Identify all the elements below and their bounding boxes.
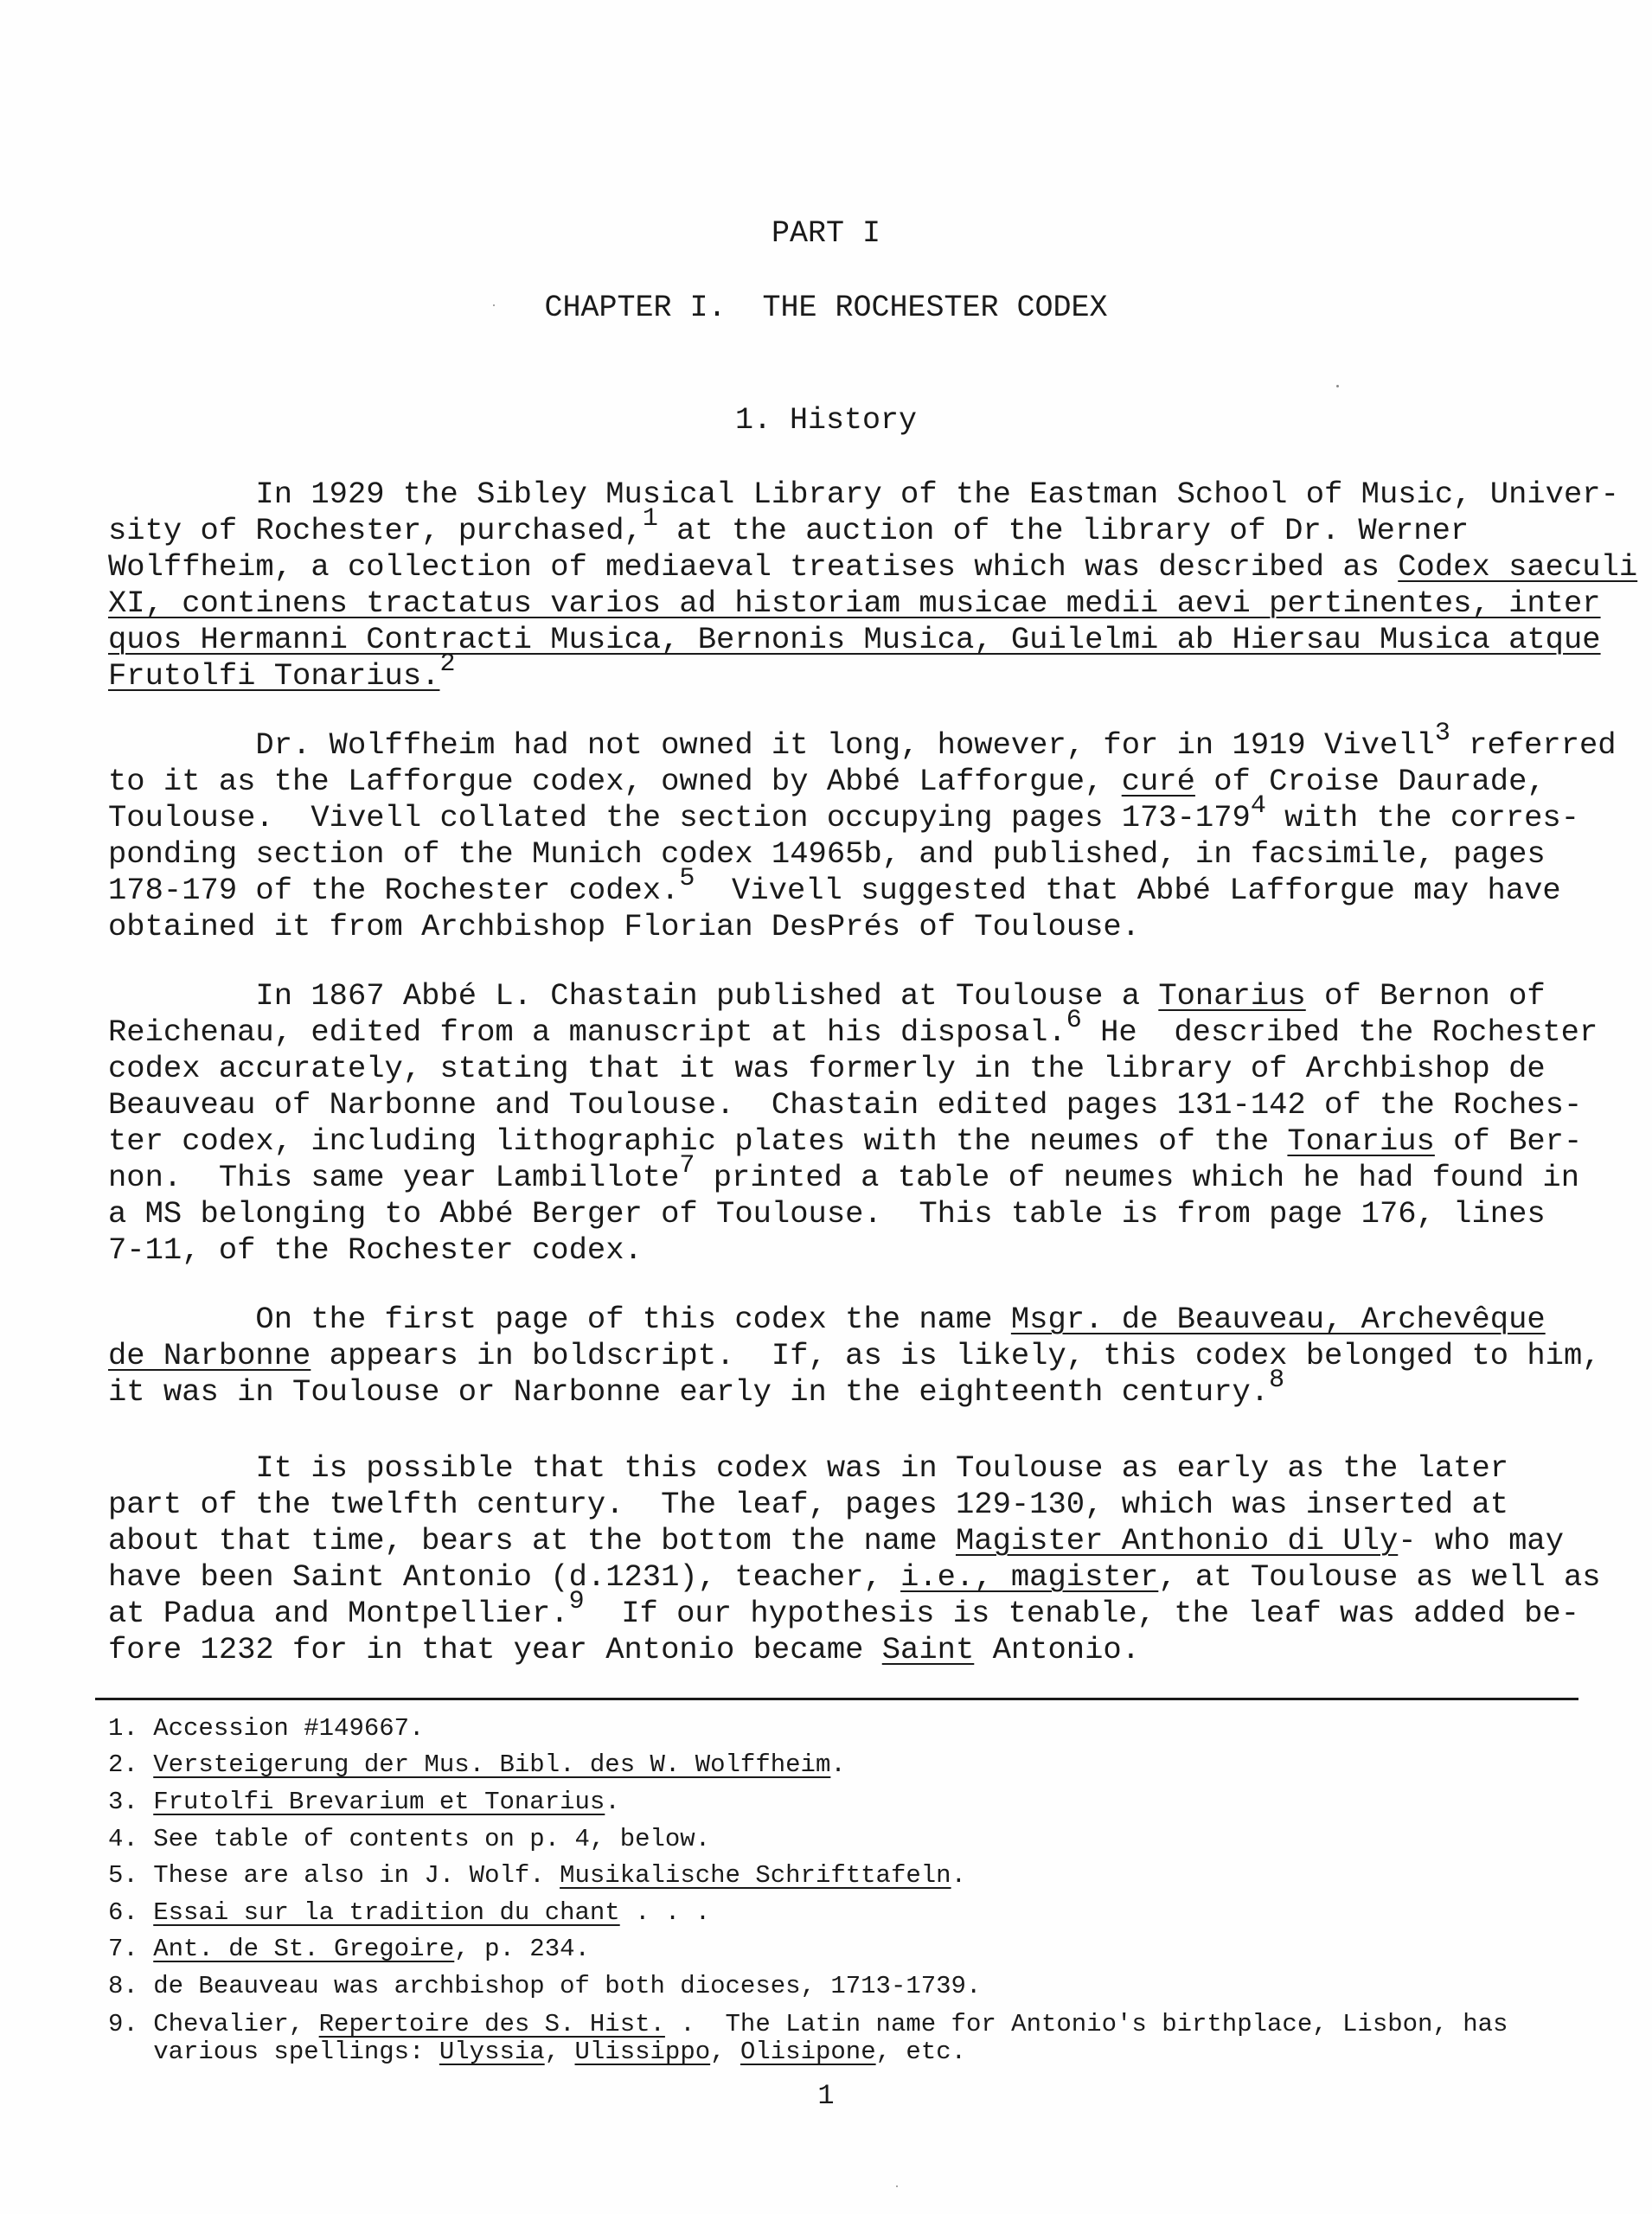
- part-heading: PART I: [771, 216, 881, 251]
- footnote-line: [108, 1825, 710, 1854]
- text-run: . The Latin name for Antonio's birthplace, Lisbon, has: [664, 2010, 1508, 2038]
- footnote-ref: 7: [679, 1151, 695, 1181]
- underlined-text: Repertoire des S. Hist.: [318, 2010, 665, 2038]
- text-run: appears in boldscript. If, as is likely, this codex belonged to him,: [311, 1338, 1601, 1373]
- text-run: .: [951, 1861, 966, 1890]
- underlined-text: Olisipone: [740, 2038, 876, 2066]
- text-run: ,: [710, 2038, 740, 2066]
- text-run: obtained it from Archbishop Florian DesPrés of Toulouse.: [108, 909, 1140, 944]
- body-line: [108, 1451, 1508, 1486]
- footnote-line: [108, 1861, 966, 1891]
- underlined-text: Ant. de St. Gregoire: [153, 1935, 455, 1963]
- page-number: 1: [817, 2080, 835, 2112]
- text-run: On the first page of this codex the name: [108, 1302, 1011, 1337]
- body-line: [108, 1233, 643, 1268]
- underlined-text: quos Hermanni Contracti Musica, Bernonis Musica, Guilelmi ab Hiersau Musica atque: [108, 622, 1601, 657]
- body-line: [108, 1151, 1580, 1197]
- footnote-ref: 4: [1250, 791, 1266, 821]
- underlined-text: curé: [1121, 764, 1195, 799]
- underlined-text: Magister Anthonio di Uly: [955, 1523, 1399, 1558]
- text-run: It is possible that this codex was in Toulouse as early as the later: [108, 1450, 1509, 1486]
- underlined-text: Versteigerung der Mus. Bibl. des W. Wolffheim: [153, 1750, 831, 1779]
- footnote-ref: 1: [642, 504, 658, 534]
- footnote-divider: [95, 1698, 1578, 1700]
- body-line: [108, 1339, 1601, 1373]
- text-run: 4. See table of contents on p. 4, below.: [108, 1825, 711, 1853]
- text-run: 5. These are also in J. Wolf.: [108, 1861, 560, 1890]
- underlined-text: Ulissippo: [574, 2038, 711, 2066]
- text-run: Wolffheim, a collection of mediaeval treatises which was described as: [108, 549, 1399, 585]
- underlined-text: Tonarius: [1158, 978, 1306, 1014]
- text-run: In 1867 Abbé L. Chastain published at Toulouse a: [108, 978, 1159, 1014]
- body-line: [108, 1366, 1285, 1411]
- text-run: with the corres-: [1265, 800, 1580, 835]
- underlined-text: Musikalische Schrifttafeln: [560, 1861, 951, 1890]
- body-line: [108, 910, 1140, 944]
- text-run: . . .: [619, 1898, 711, 1927]
- footnote-line: [108, 1750, 846, 1780]
- paper-speck: [896, 2185, 898, 2187]
- body-line: [108, 623, 1601, 657]
- footnote-line: [108, 1788, 620, 1817]
- footnote-line: [108, 1972, 981, 2001]
- text-run: of Ber-: [1434, 1123, 1583, 1159]
- text-run: Reichenau, edited from a manuscript at his disposal.: [108, 1014, 1066, 1050]
- body-line: [108, 1488, 1508, 1522]
- text-run: If our hypothesis is tenable, the leaf was added be-: [584, 1596, 1579, 1631]
- underlined-text: i.e., magister: [900, 1559, 1159, 1595]
- text-run: 178-179 of the Rochester codex.: [108, 873, 680, 908]
- text-run: to it as the Lafforgue codex, owned by Abbé Lafforgue,: [108, 764, 1122, 799]
- body-line: [108, 791, 1580, 837]
- text-run: about that time, bears at the bottom the name: [108, 1523, 956, 1558]
- paper-speck: [493, 304, 495, 306]
- text-run: various spellings:: [108, 2038, 439, 2066]
- footnote-line: [108, 1935, 590, 1964]
- body-line: [108, 1052, 1546, 1086]
- text-run: ter codex, including lithographic plates with the neumes of the: [108, 1123, 1288, 1159]
- chapter-heading: CHAPTER I. THE ROCHESTER CODEX: [544, 291, 1108, 325]
- footnote-ref: 8: [1269, 1366, 1285, 1395]
- underlined-text: Ulyssia: [439, 2038, 545, 2066]
- footnote-line: [108, 2010, 1508, 2039]
- text-run: 6.: [108, 1898, 154, 1927]
- text-run: of Bernon of: [1305, 978, 1546, 1014]
- underlined-text: Essai sur la tradition du chant: [153, 1898, 620, 1927]
- underlined-text: de Narbonne: [108, 1338, 311, 1373]
- footnote-ref: 6: [1066, 1006, 1082, 1035]
- body-line: [108, 1587, 1579, 1633]
- footnote-line: [108, 1898, 710, 1928]
- text-run: non. This same year Lambillote: [108, 1160, 680, 1195]
- text-run: it was in Toulouse or Narbonne early in the eighteenth century.: [108, 1374, 1270, 1410]
- text-run: Toulouse. Vivell collated the section occupying pages 173-179: [108, 800, 1251, 835]
- body-line: [108, 586, 1601, 621]
- underlined-text: Codex saeculi: [1398, 549, 1638, 585]
- body-line: [108, 1088, 1582, 1123]
- text-run: - who may: [1398, 1523, 1564, 1558]
- text-run: a MS belonging to Abbé Berger of Toulouse. This table is from page 176, lines: [108, 1196, 1546, 1232]
- body-line: [108, 504, 1470, 550]
- text-run: sity of Rochester, purchased,: [108, 513, 643, 548]
- text-run: 7-11, of the Rochester codex.: [108, 1232, 643, 1268]
- text-run: 1. Accession #149667.: [108, 1714, 425, 1743]
- text-run: 8. de Beauveau was archbishop of both dioceses, 1713-1739.: [108, 1972, 982, 2000]
- body-line: [108, 1006, 1598, 1052]
- underlined-text: Tonarius: [1287, 1123, 1435, 1159]
- text-run: at Padua and Montpellier.: [108, 1596, 569, 1631]
- text-run: ponding section of the Munich codex 14965b, and published, in facsimile, pages: [108, 836, 1546, 872]
- text-run: referred: [1450, 727, 1617, 763]
- footnote-ref: 2: [439, 649, 456, 679]
- body-line: [108, 1302, 1546, 1337]
- body-line: [108, 1124, 1582, 1159]
- text-run: at the auction of the library of Dr. Werner: [657, 513, 1470, 548]
- body-line: [108, 765, 1546, 799]
- body-line: [108, 864, 1561, 910]
- text-run: 9. Chevalier,: [108, 2010, 319, 2038]
- footnote-line: [108, 2038, 966, 2067]
- underlined-text: Saint: [881, 1632, 975, 1667]
- body-line: [108, 1560, 1601, 1595]
- text-run: , etc.: [875, 2038, 967, 2066]
- text-run: .: [605, 1788, 620, 1816]
- body-line: [108, 979, 1546, 1014]
- body-line: [108, 1524, 1564, 1558]
- text-run: Antonio.: [974, 1632, 1141, 1667]
- text-run: 2.: [108, 1750, 154, 1779]
- text-run: fore 1232 for in that year Antonio became: [108, 1632, 882, 1667]
- body-line: [108, 649, 456, 695]
- text-run: have been Saint Antonio (d.1231), teacher,: [108, 1559, 901, 1595]
- text-run: part of the twelfth century. The leaf, pages 129-130, which was inserted at: [108, 1487, 1509, 1522]
- footnote-ref: 9: [568, 1587, 585, 1616]
- text-run: , p. 234.: [454, 1935, 590, 1963]
- text-run: In 1929 the Sibley Musical Library of the Eastman School of Music, Univer-: [108, 477, 1619, 512]
- body-line: [108, 1197, 1546, 1232]
- text-run: , at Toulouse as well as: [1158, 1559, 1601, 1595]
- paper-speck: [1336, 385, 1339, 387]
- underlined-text: Frutolfi Brevarium et Tonarius: [153, 1788, 605, 1816]
- text-run: ,: [544, 2038, 575, 2066]
- underlined-text: Msgr. de Beauveau, Archevêque: [1010, 1302, 1546, 1337]
- text-run: codex accurately, stating that it was formerly in the library of Archbishop de: [108, 1051, 1546, 1086]
- text-run: Dr. Wolffheim had not owned it long, however, for in 1919 Vivell: [108, 727, 1435, 763]
- text-run: .: [830, 1750, 846, 1779]
- body-line: [108, 550, 1637, 585]
- footnote-ref: 3: [1434, 719, 1450, 748]
- text-run: of Croise Daurade,: [1194, 764, 1546, 799]
- text-run: He described the Rochester: [1081, 1014, 1598, 1050]
- section-heading: 1. History: [734, 403, 918, 438]
- text-run: printed a table of neumes which he had found in: [695, 1160, 1580, 1195]
- body-line: [108, 719, 1617, 765]
- body-line: [108, 837, 1546, 872]
- underlined-text: Frutolfi Tonarius.: [108, 658, 440, 694]
- text-run: 3.: [108, 1788, 154, 1816]
- text-run: Beauveau of Narbonne and Toulouse. Chastain edited pages 131-142 of the Roches-: [108, 1087, 1583, 1123]
- text-run: 7.: [108, 1935, 154, 1963]
- body-line: [108, 477, 1619, 512]
- text-run: Vivell suggested that Abbé Lafforgue may have: [695, 873, 1561, 908]
- underlined-text: XI, continens tractatus varios ad historiam musicae medii aevi pertinentes, inter: [108, 585, 1601, 621]
- footnote-ref: 5: [679, 864, 695, 893]
- footnote-line: [108, 1714, 424, 1744]
- body-line: [108, 1633, 1140, 1667]
